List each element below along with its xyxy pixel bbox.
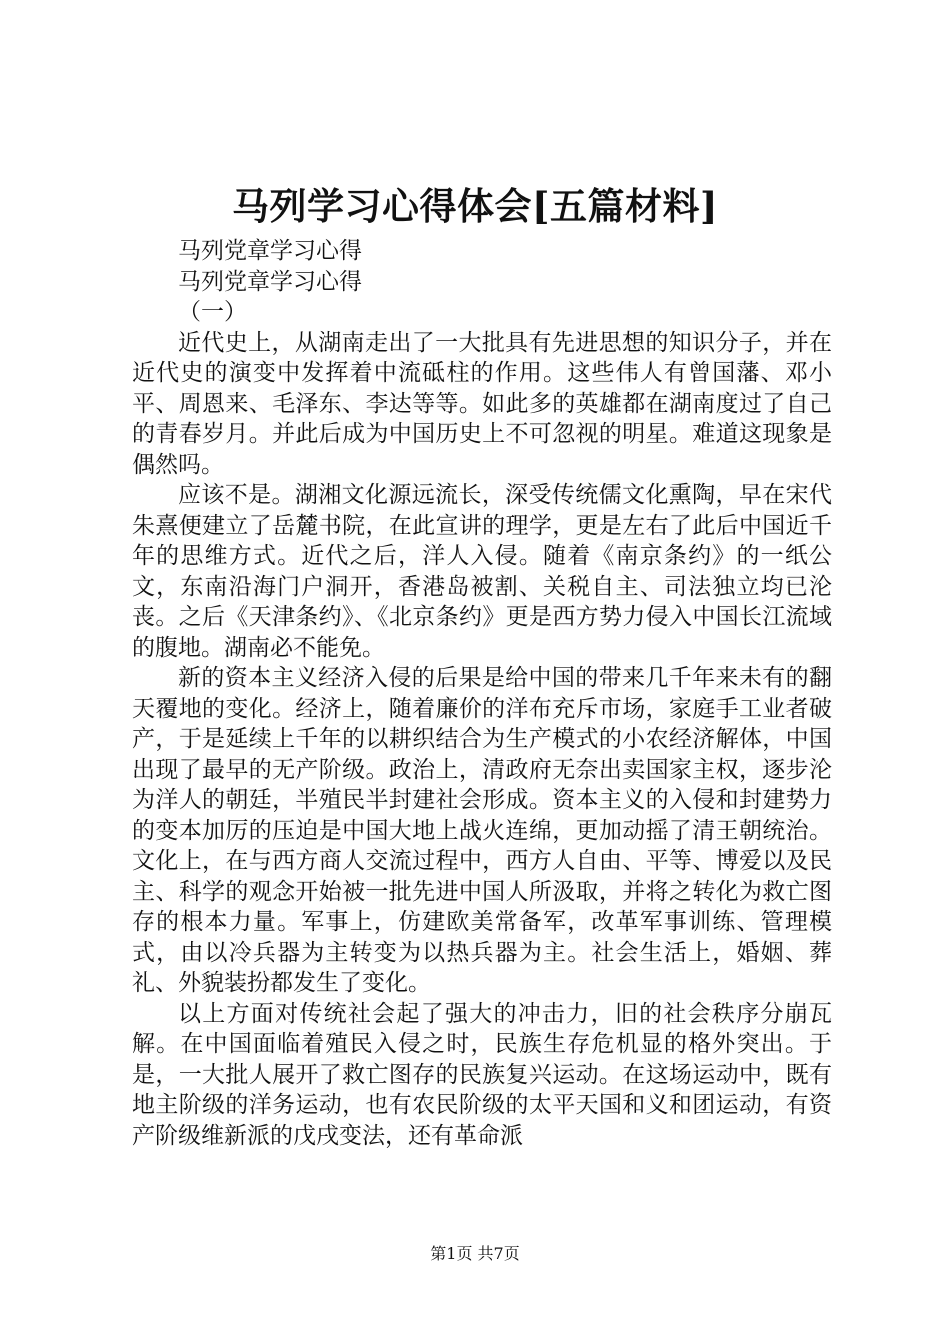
body-paragraph-2: 应该不是。湖湘文化源远流长，深受传统儒文化熏陶，早在宋代朱熹便建立了岳麓书院，在此宣讲的理学，更是左右了此后中国近千年的思维方式。近代之后，洋人入侵。随着《南京条约》的一纸公文，东南沿海门户洞开，香港岛被割、关税自主、司法独立均已沦丧。之后《天津条约》、《北京条约》更是西方势力侵入中国长江流域的腹地。湖南必不能免。: [132, 482, 832, 661]
subheading-2: 马列党章学习心得: [178, 268, 362, 295]
subheading-1: 马列党章学习心得: [178, 238, 362, 264]
page-number-footer: 第1页 共7页: [430, 1244, 520, 1263]
body-paragraph-3: 新的资本主义经济入侵的后果是给中国的带来几千年来未有的翻天覆地的变化。经济上，随着廉价的洋布充斥市场，家庭手工业者破产，于是延续上千年的以耕织结合为生产模式的小农经济解体，中国出现了最早的无产阶级。政治上，清政府无奈出卖国家主权，逐步沦为洋人的朝廷，半殖民半封建社会形成。资本主义的入侵和封建势力的变本加厉的压迫是中国大地上战火连绵，更加动摇了清王朝统治。文化上，在与西方商人交流过程中，西方人自由、平等、博爱以及民主、科学的观念开始被一批先进中国人所汲取，并将之转化为救亡图存的根本力量。军事上，仿建欧美常备军，改革军事训练、管理模式，由以冷兵器为主转变为以热兵器为主。社会生活上，婚姻、葬礼、外貌装扮都发生了变化。: [132, 665, 832, 996]
section-number: （一）: [178, 299, 247, 325]
document-body: [132, 236, 832, 1151]
body-paragraph-4: 以上方面对传统社会起了强大的冲击力，旧的社会秩序分崩瓦解。在中国面临着殖民入侵之时，民族生存危机显的格外突出。于是，一大批人展开了救亡图存的民族复兴运动。在这场运动中，既有地主阶级的洋务运动，也有农民阶级的太平天国和义和团运动，有资产阶级维新派的戊戌变法，还有革命派: [132, 1000, 832, 1149]
document-title: 马列学习心得体会[五篇材料]: [231, 184, 718, 228]
body-paragraph-1: 近代史上，从湖南走出了一大批具有先进思想的知识分子，并在近代史的演变中发挥着中流砥柱的作用。这些伟人有曾国藩、邓小平、周恩来、毛泽东、李达等等。如此多的英雄都在湖南度过了自己的青春岁月。并此后成为中国历史上不可忽视的明星。难道这现象是偶然吗。: [132, 329, 832, 478]
